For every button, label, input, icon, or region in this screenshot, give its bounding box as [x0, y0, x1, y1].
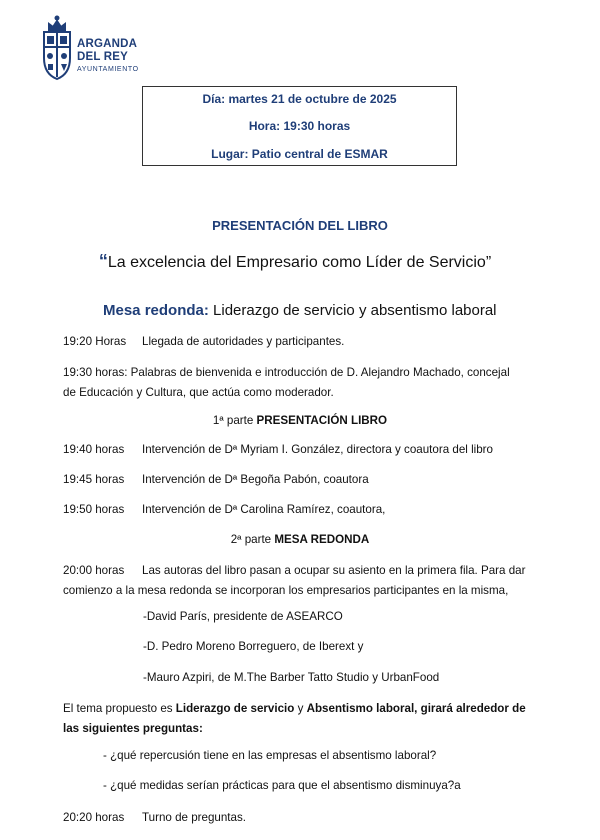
event-info-box: [142, 86, 457, 166]
program-item: [63, 500, 543, 520]
book-title-open-quote: “: [98, 251, 108, 271]
program-text: Las autoras del libro pasan a ocupar su asiento en la primera fila. Para dar: [142, 564, 526, 577]
event-day: Día: martes 21 de octubre de 2025: [202, 92, 397, 106]
book-title-text: La excelencia del Empresario como Líder de Servicio”: [107, 254, 492, 271]
mesa-topic: Liderazgo de servicio y absentismo laboral: [208, 302, 497, 319]
book-title: [0, 251, 590, 272]
question-item: - ¿qué medidas serían prácticas para que el absentismo disminuya?a: [103, 779, 461, 792]
participant-item: -D. Pedro Moreno Borreguero, de Iberext y: [143, 640, 364, 653]
program-item: [63, 808, 543, 828]
part-2-label: MESA REDONDA: [274, 533, 370, 546]
logo-line-1: ARGANDA: [77, 38, 138, 50]
mesa-label: Mesa redonda:: [103, 302, 209, 319]
program-text: Intervención de Dª Begoña Pabón, coautora: [142, 473, 369, 486]
part-1-label: PRESENTACIÓN LIBRO: [256, 414, 388, 427]
theme-text: y: [294, 702, 307, 715]
program-item: [63, 332, 543, 352]
program-time: 19:40 horas: [63, 443, 125, 456]
participant-item: -David París, presidente de ASEARCO: [143, 610, 343, 623]
program-text: de Educación y Cultura, que actúa como moderador.: [63, 386, 334, 399]
program-item: [63, 561, 553, 601]
part-1-prefix: 1ª parte: [212, 414, 257, 427]
part-2-prefix: 2ª parte: [230, 533, 275, 546]
program-text: Intervención de Dª Myriam I. González, directora y coautora del libro: [142, 443, 493, 456]
program-text: Intervención de Dª Carolina Ramírez, coautora,: [142, 503, 386, 516]
page-title: PRESENTACIÓN DEL LIBRO: [212, 218, 388, 233]
mesa-redonda-heading: [103, 302, 497, 319]
program-time: 19:20 Horas: [63, 335, 127, 348]
program-item: [63, 440, 543, 460]
program-time: 19:45 horas: [63, 473, 125, 486]
program-item: [63, 363, 553, 403]
theme-bold-2: Absentismo laboral, girará alrededor de: [306, 702, 526, 715]
program-time: 20:00 horas: [63, 564, 125, 577]
question-item: - ¿qué repercusión tiene en las empresas el absentismo laboral?: [103, 749, 437, 762]
program-time: 20:20 horas: [63, 811, 125, 824]
theme-text: El tema propuesto es: [63, 702, 176, 715]
program-text: comienzo a la mesa redonda se incorporan los empresarios participantes en la misma,: [63, 584, 509, 597]
program-item: [63, 470, 543, 490]
program-text: Turno de preguntas.: [142, 811, 246, 824]
program-text: 19:30 horas: Palabras de bienvenida e introducción de D. Alejandro Machado, concejal: [63, 366, 510, 379]
program-time: 19:50 horas: [63, 503, 125, 516]
theme-bold-3: las siguientes preguntas:: [63, 722, 203, 735]
participant-item: -Mauro Azpiri, de M.The Barber Tatto Studio y UrbanFood: [143, 671, 440, 684]
program-text: Llegada de autoridades y participantes.: [142, 335, 345, 348]
arganda-logo: [40, 14, 152, 84]
event-time: Hora: 19:30 horas: [248, 119, 351, 133]
coat-of-arms-icon: [40, 14, 74, 82]
part-1-heading: [0, 414, 600, 427]
logo-line-2: DEL REY: [77, 51, 129, 63]
theme-bold-1: Liderazgo de servicio: [175, 702, 295, 715]
event-place: Lugar: Patio central de ESMAR: [211, 147, 388, 161]
part-2-heading: [0, 533, 600, 546]
logo-line-3: AYUNTAMIENTO: [77, 66, 139, 73]
theme-paragraph: [63, 699, 548, 739]
